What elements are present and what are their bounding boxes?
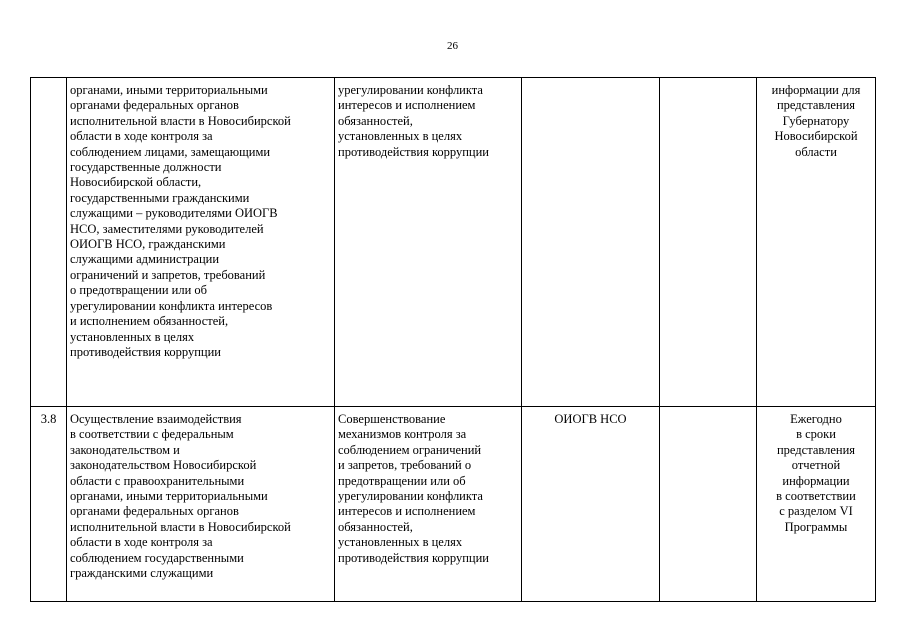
action-cell: Осуществление взаимодействия в соответствии с федеральным законодательством и законодательством Новосибирской области с правоохранительными органами, иными территориальными органами федеральных органов исполнительной власти в Новосибирской области в ходе контроля за соблюдением государственными гражданскими служащими bbox=[67, 407, 335, 602]
expected-result-cell: Совершенствование механизмов контроля за соблюдением ограничений и запретов, требований о предотвращении или об урегулировании конфликта интересов и исполнением обязанностей, установленных в целях противодействия коррупции bbox=[335, 407, 522, 602]
table-row bbox=[31, 407, 876, 602]
empty-column-cell bbox=[660, 78, 757, 407]
executor-cell: ОИОГВ НСО bbox=[522, 407, 660, 602]
table-row bbox=[31, 78, 876, 407]
expected-result-cell: урегулировании конфликта интересов и исполнением обязанностей, установленных в целях противодействия коррупции bbox=[335, 78, 522, 407]
row-number-cell: 3.8 bbox=[31, 407, 67, 602]
plan-table bbox=[30, 77, 876, 602]
row-number-cell bbox=[31, 78, 67, 407]
executor-cell bbox=[522, 78, 660, 407]
action-cell: органами, иными территориальными органами федеральных органов исполнительной власти в Новосибирской области в ходе контроля за соблюдением лицами, замещающими государственные должности Новосибирской области, государственными гражданскими служащими – руководителями ОИОГВ НСО, заместителями руководителей ОИОГВ НСО, гражданскими служащими администрации ограничений и запретов, требований о предотвращении или об урегулировании конфликта интересов и исполнением обязанностей, установленных в целях противодействия коррупции bbox=[67, 78, 335, 407]
page-number: 26 bbox=[447, 40, 458, 52]
deadline-cell: информации для представления Губернатору Новосибирской области bbox=[757, 78, 876, 407]
deadline-cell: Ежегодно в сроки представления отчетной информации в соответствии с разделом VI Программы bbox=[757, 407, 876, 602]
empty-column-cell bbox=[660, 407, 757, 602]
